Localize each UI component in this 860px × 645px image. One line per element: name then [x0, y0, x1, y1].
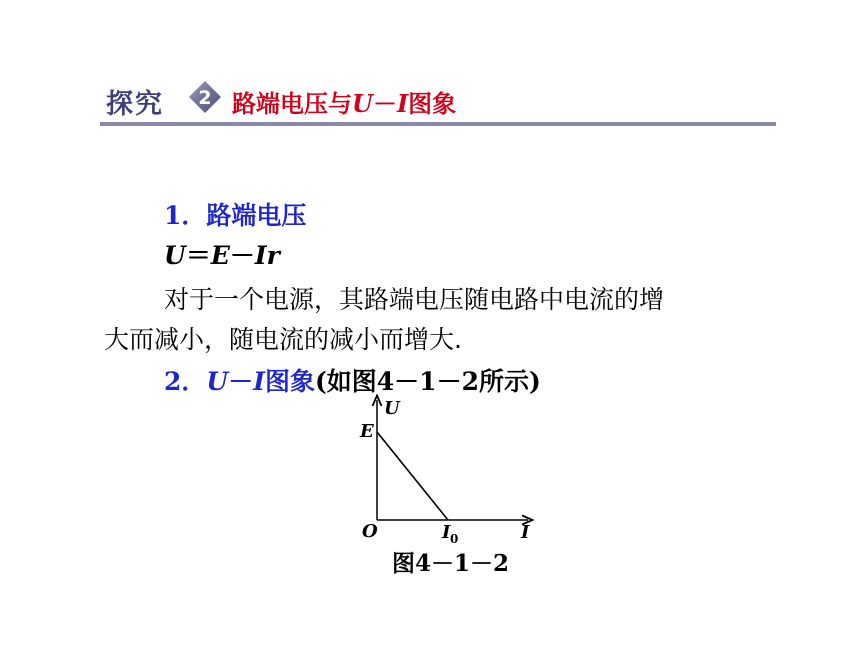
u-axis-label: U [384, 398, 400, 419]
section2-u: U [206, 367, 229, 396]
section2-number: 2． [164, 367, 207, 396]
origin-label: O [362, 521, 378, 542]
section1-heading [164, 196, 306, 232]
section1-number: 1． [164, 201, 207, 230]
figure-caption: 图4－1－2 [392, 550, 510, 577]
formula [164, 236, 280, 272]
title-u: U [352, 89, 373, 118]
paragraph-line-2: 大而减小，随电流的减小而增大. [104, 325, 462, 354]
section-header [100, 78, 780, 122]
section2-i: I [253, 367, 265, 396]
diamond-number: 2 [198, 87, 212, 109]
section2-dash: － [228, 367, 254, 396]
paragraph-line-1: 对于一个电源，其路端电压随电路中电流的增 [164, 285, 665, 314]
i0-subscript: 0 [450, 532, 459, 546]
formula-u: U [164, 241, 186, 270]
ui-line [377, 432, 448, 520]
formula-e: E [210, 241, 230, 270]
title-suffix: 图象 [408, 90, 457, 118]
formula-ir: Ir [254, 241, 280, 270]
i0-label: I [442, 522, 451, 543]
title-i: I [396, 89, 409, 118]
formula-eq: ＝ [185, 241, 211, 270]
explore-label: 探究 [106, 89, 164, 120]
title-dash: － [372, 90, 397, 118]
ui-graph-figure [340, 392, 540, 552]
section1-title: 路端电压 [206, 201, 307, 230]
i-axis-label: I [521, 522, 530, 543]
formula-minus: － [229, 241, 255, 270]
title-text: 路端电压与 [232, 90, 352, 118]
section2-figure-ref: (如图4－1－2所示) [314, 367, 541, 396]
header-divider [100, 122, 776, 126]
section2-title: 图象 [264, 367, 315, 396]
number-diamond-icon [188, 80, 222, 114]
e-label: E [360, 421, 374, 442]
section-title [232, 84, 456, 119]
